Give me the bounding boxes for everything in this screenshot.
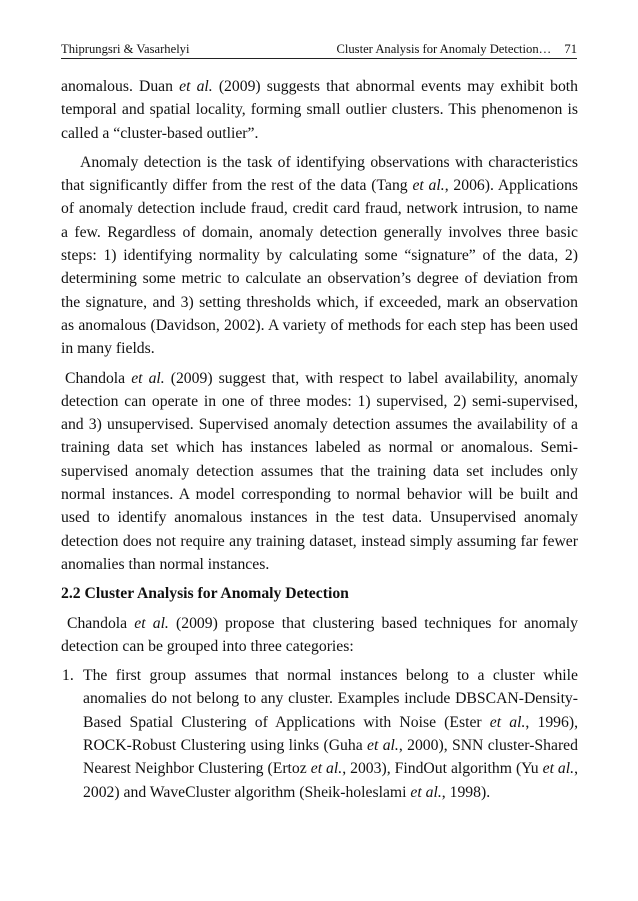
list-item <box>61 664 578 804</box>
page-body <box>61 75 578 804</box>
section-intro: Chandola et al. (2009) propose that clustering based techniques for anomaly detection can be grouped into three categories: <box>61 614 578 655</box>
paragraph-1: anomalous. Duan et al. (2009) suggests that abnormal events may exhibit both temporal and spatial locality, forming small outlier clusters. This phenomenon is called a “cluster-based outlier”. <box>61 78 578 142</box>
section-heading: 2.2 Cluster Analysis for Anomaly Detection <box>61 585 349 603</box>
list-number: 1. <box>62 667 74 685</box>
header-right <box>336 42 577 56</box>
paragraph-2: Anomaly detection is the task of identifying observations with characteristics that significantly differ from the rest of the data (Tang et al., 2006). Applications of anomaly detection include fraud, credit card fraud, network intrusion, to name a few. Regardless of domain, anomaly detection generally involves three basic steps: 1) identifying normality by calculating some “signature” of the data, 2) determining some metric to calculate an observation’s degree of deviation from the signature, and 3) setting thresholds which, if exceeded, mark an observation as anomalous (Davidson, 2002). A variety of methods for each step has been used in many fields. <box>61 153 579 358</box>
category-list <box>61 664 578 804</box>
header-running-title: Cluster Analysis for Anomaly Detection… <box>336 42 552 56</box>
header-authors: Thiprungsri & Vasarhelyi <box>61 42 190 56</box>
paragraph-3: Chandola et al. (2009) suggest that, with respect to label availability, anomaly detection can operate in one of three modes: 1) supervised, 2) semi-supervised, and 3) unsupervised. Supervised anomaly detection assumes the availability of a training data set which has instances labeled as normal or anomalous. Semi-supervised anomaly detection assumes that the training data set includes only normal instances. A model corresponding to normal behavior will be built and used to identify anomalous instances in the test data. Unsupervised anomaly detection does not require any training dataset, instead simply assuming far fewer anomalies than normal instances. <box>61 369 578 573</box>
running-header <box>61 42 577 59</box>
page-number: 71 <box>564 42 577 56</box>
list-item-text: The first group assumes that normal instances belong to a cluster while anomalies do not belong to any cluster. Examples include DBSCAN-Density-Based Spatial Clustering of Applications with Noise (Ester et al., 1996), ROCK-Robust Clustering using links (Guha et al., 2000), SNN cluster-Shared Nearest Neighbor Clustering (Ertoz et al., 2003), FindOut algorithm (Yu et al., 2002) and WaveCluster algorithm (Sheik-holeslami et al., 1998). <box>83 667 578 801</box>
